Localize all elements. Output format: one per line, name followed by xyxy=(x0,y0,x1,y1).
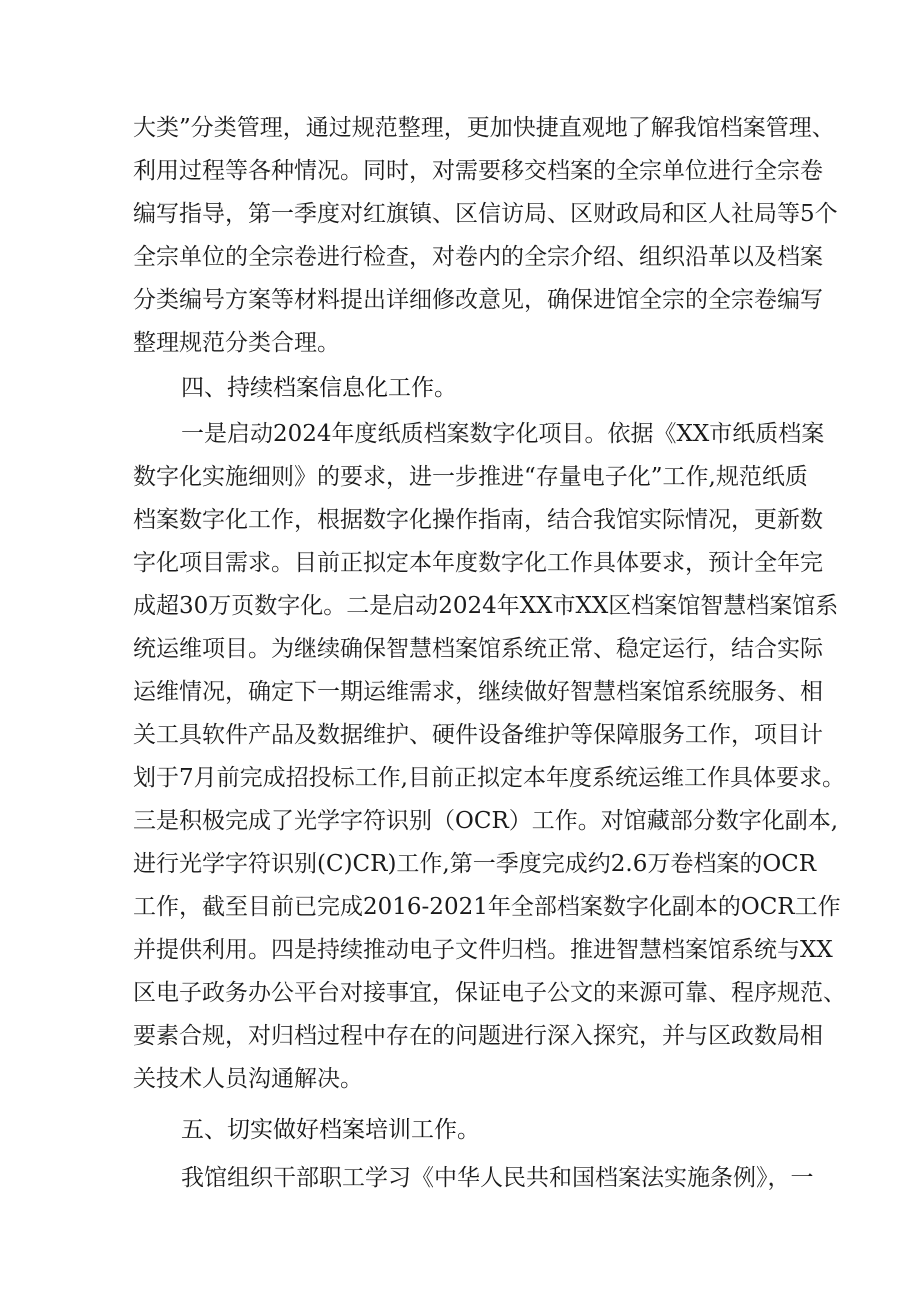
paragraph-line: 三是积极完成了光学字符识别（OCR）工作。对馆藏部分数字化副本, xyxy=(133,808,839,834)
paragraph-line: 我馆组织干部职工学习《中华人民共和国档案法实施条例》，一 xyxy=(181,1165,814,1191)
paragraph-line: 编写指导，第一季度对红旗镇、区信访局、区财政局和区人社局等5个 xyxy=(133,201,838,227)
paragraph-line: 工作，截至目前已完成2016-2021年全部档案数字化副本的OCR工作 xyxy=(133,894,841,920)
paragraph-line: 要素合规，对归档过程中存在的问题进行深入探究，并与区政数局相 xyxy=(133,1023,823,1049)
paragraph-line: 成超30万页数字化。二是启动2024年XX市XX区档案馆智慧档案馆系 xyxy=(133,593,839,619)
paragraph-line: 利用过程等各种情况。同时，对需要移交档案的全宗单位进行全宗卷 xyxy=(133,158,823,184)
paragraph-line: 一是启动2024年度纸质档案数字化项目。依据《XX市纸质档案 xyxy=(181,421,825,447)
paragraph-line: 区电子政务办公平台对接事宜，保证电子公文的来源可靠、程序规范、 xyxy=(133,980,846,1006)
paragraph-line: 进行光学字符识别(C)CR)工作,第一季度完成约2.6万卷档案的OCR xyxy=(133,851,817,877)
section-heading-5: 五、切实做好档案培训工作。 xyxy=(181,1117,480,1143)
paragraph-line: 字化项目需求。目前正拟定本年度数字化工作具体要求，预计全年完 xyxy=(133,550,823,576)
paragraph-line: 关工具软件产品及数据维护、硬件设备维护等保障服务工作，项目计 xyxy=(133,722,823,748)
paragraph-line: 并提供利用。四是持续推动电子文件归档。推进智慧档案馆系统与XX xyxy=(133,937,833,963)
paragraph-line: 分类编号方案等材料提出详细修改意见，确保进馆全宗的全宗卷编写 xyxy=(133,287,823,313)
section-heading-4: 四、持续档案信息化工作。 xyxy=(181,375,457,401)
paragraph-line: 大类”分类管理，通过规范整理，更加快捷直观地了解我馆档案管理、 xyxy=(133,115,835,141)
paragraph-line: 整理规范分类合理。 xyxy=(133,330,340,356)
paragraph-line: 数字化实施细则》的要求，进一步推进“存量电子化”工作,规范纸质 xyxy=(133,464,808,490)
paragraph-line: 全宗单位的全宗卷进行检查，对卷内的全宗介绍、组织沿革以及档案 xyxy=(133,244,823,270)
paragraph-line: 统运维项目。为继续确保智慧档案馆系统正常、稳定运行，结合实际 xyxy=(133,636,823,662)
paragraph-line: 关技术人员沟通解决。 xyxy=(133,1066,363,1092)
paragraph-line: 档案数字化工作，根据数字化操作指南，结合我馆实际情况，更新数 xyxy=(133,507,823,533)
paragraph-line: 划于7月前完成招投标工作,目前正拟定本年度系统运维工作具体要求。 xyxy=(133,765,845,791)
paragraph-line: 运维情况，确定下一期运维需求，继续做好智慧档案馆系统服务、相 xyxy=(133,679,823,705)
